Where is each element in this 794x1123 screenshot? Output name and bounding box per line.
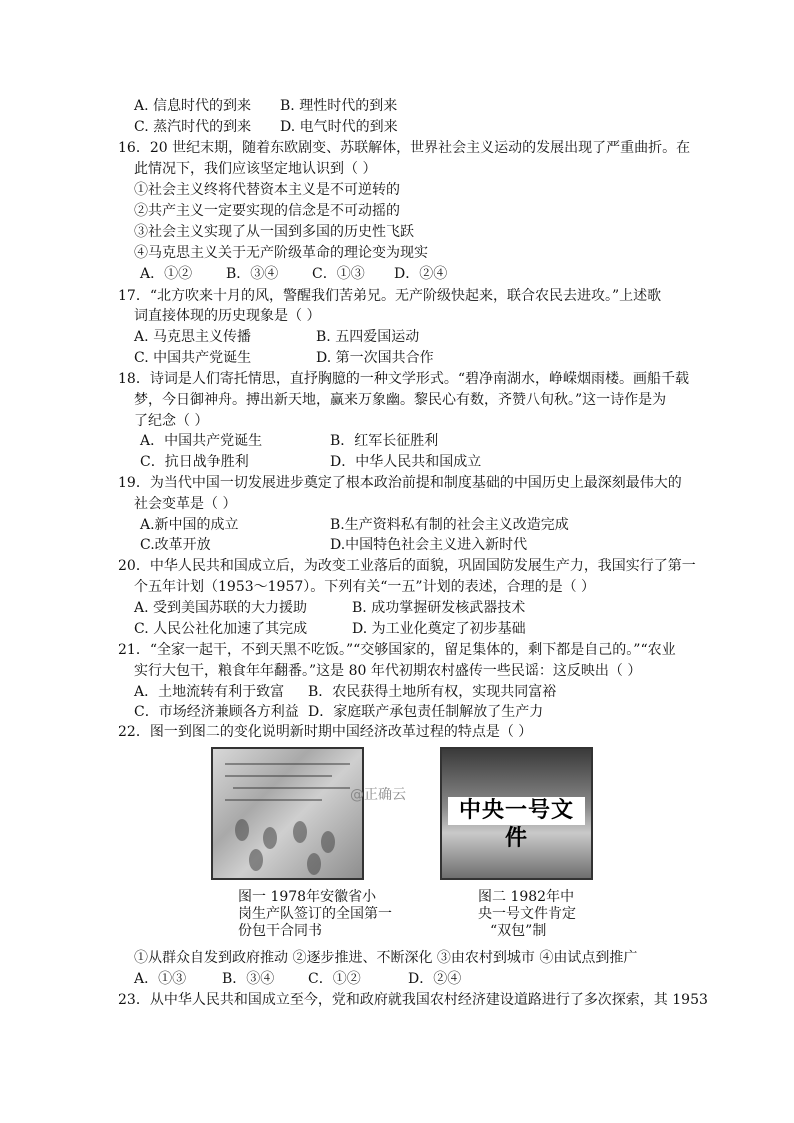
q20-option-d: D. 为工业化奠定了初步基础 [352,621,526,637]
q21-option-d: D．家庭联产承包责任制解放了生产力 [308,704,544,720]
q18-stem-line1: 18．诗词是人们寄托情思，直抒胸臆的一种文学形式。“碧净南湖水，峥嵘烟雨楼。画船千载 [118,371,689,387]
q17-stem-line2: 词直接体现的历史现象是（ ） [134,308,321,324]
q17-stem-line1: 17．“北方吹来十月的风，警醒我们苦弟兄。无产阶级快起来，联合农民去进攻。”上述歌 [118,288,662,304]
q17-option-b: B. 五四爱国运动 [316,329,420,345]
figure-1-caption-line2: 岗生产队签订的全国第一 [238,906,392,922]
q18-option-a: A．中国共产党诞生 [140,433,263,449]
figure-1-caption-line3: 份包干合同书 [238,923,322,939]
figure-2-caption-line3: “双包”制 [490,923,547,939]
q19-option-c: C.改革开放 [140,537,211,553]
q20-option-c: C. 人民公社化加速了其完成 [134,621,308,637]
figure-1-caption-line1: 图一 1978年安徽省小 [238,889,377,905]
q16-statement-2: ②共产主义一定要实现的信念是不可动摇的 [134,203,400,219]
q16-statement-1: ①社会主义终将代替资本主义是不可逆转的 [134,182,400,198]
figure-2-document-banner [440,747,593,880]
q22-option-d: D．②④ [408,971,462,987]
q16-option-a: A．①② [140,266,193,282]
q22-option-c: C．①② [308,971,361,987]
q23-stem-line1: 23．从中华人民共和国成立至今，党和政府就我国农村经济建设道路进行了多次探索，其 1953 [118,992,708,1008]
q16-statement-4: ④马克思主义关于无产阶级革命的理论变为现实 [134,245,428,261]
q16-statement-3: ③社会主义实现了从一国到多国的历史性飞跃 [134,224,414,240]
q18-option-b: B．红军长征胜利 [330,433,439,449]
q22-option-b: B．③④ [222,971,275,987]
q17-option-c: C. 中国共产党诞生 [134,350,252,366]
q18-stem-line2: 梦，今日御神舟。搏出新天地，赢来万象幽。黎民心有数，齐赞八旬秋。”这一诗作是为 [134,392,667,408]
q17-option-a: A. 马克思主义传播 [134,329,252,345]
q20-stem-line1: 20．中华人民共和国成立后，为改变工业落后的面貌，巩固国防发展生产力，我国实行了第一 [118,558,696,574]
q21-stem-line1: 21．“全家一起干，不到天黑不吃饭。”“交够国家的，留足集体的，剩下都是自己的。”“农业 [118,642,676,658]
q20-stem-line2: 个五年计划（1953～1957）。下列有关“一五”计划的表述，合理的是（ ） [134,579,596,595]
q18-option-c: C．抗日战争胜利 [140,454,249,470]
figure-2-banner-text: 中央一号文件 [448,797,585,825]
q19-option-b: B.生产资料私有制的社会主义改造完成 [330,517,569,533]
q21-option-c: C．市场经济兼顾各方利益 [134,704,299,720]
q16-option-b: B．③④ [226,266,279,282]
q21-option-a: A．土地流转有利于致富 [134,684,285,700]
q16-option-d: D．②④ [394,266,448,282]
q22-statements: ①从群众自发到政府推动 ②逐步推进、不断深化 ③由农村到城市 ④由试点到推广 [134,950,638,966]
q22-stem: 22．图一到图二的变化说明新时期中国经济改革过程的特点是（ ） [118,724,533,740]
figure-2-caption-line1: 图二 1982年中 [478,889,575,905]
q21-option-b: B．农民获得土地所有权，实现共同富裕 [308,684,557,700]
q15-option-c: C. 蒸汽时代的到来 [134,119,252,135]
q19-option-a: A.新中国的成立 [140,517,239,533]
q15-option-a: A. 信息时代的到来 [134,98,252,114]
q17-option-d: D. 第一次国共合作 [316,350,434,366]
q22-option-a: A．①③ [134,971,187,987]
q16-stem-line1: 16．20 世纪末期，随着东欧剧变、苏联解体，世界社会主义运动的发展出现了严重曲折。在 [118,140,691,156]
figure-2-caption-line2: 央一号文件肯定 [478,906,576,922]
q21-stem-line2: 实行大包干，粮食年年翻番。”这是 80 年代初期农村盛传一些民谣：这反映出（ ） [134,663,642,679]
q18-option-d: D．中华人民共和国成立 [330,454,482,470]
q15-option-b: B. 理性时代的到来 [280,98,398,114]
q20-option-a: A. 受到美国苏联的大力援助 [134,600,308,616]
q15-option-d: D. 电气时代的到来 [280,119,398,135]
figure-1-contract-photo [211,747,364,880]
q20-option-b: B. 成功掌握研发核武器技术 [352,600,526,616]
q19-option-d: D.中国特色社会主义进入新时代 [330,537,528,553]
q16-stem-line2: 此情况下，我们应该坚定地认识到（ ） [134,161,377,177]
q19-stem-line1: 19．为当代中国一切发展进步奠定了根本政治前提和制度基础的中国历史上最深刻最伟大的 [118,475,682,491]
q18-stem-line3: 了纪念（ ） [134,413,209,429]
watermark: @正确云 [350,787,406,803]
q16-option-c: C．①③ [312,266,365,282]
q19-stem-line2: 社会变革是（ ） [134,496,237,512]
